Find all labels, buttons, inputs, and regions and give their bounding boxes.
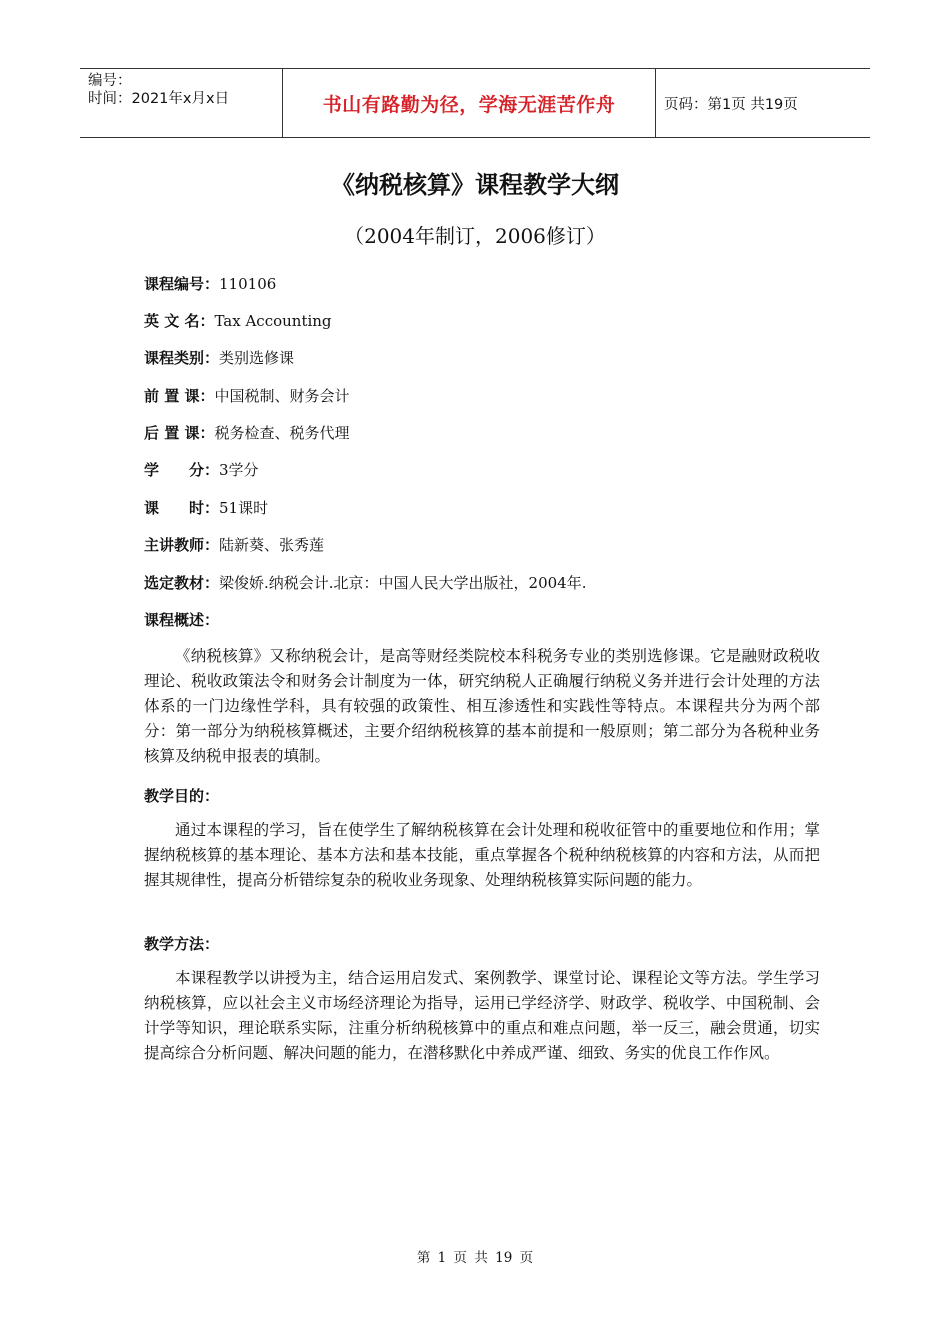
section-heading-overview: 课程概述：: [144, 611, 220, 629]
info-label: 课 时：: [144, 499, 220, 517]
document-subtitle: （2004年制订，2006修订）: [344, 224, 606, 248]
header-meta: [80, 69, 282, 137]
section-text-objective: 通过本课程的学习，旨在使学生了解纳税核算在会计处理和税收征管中的重要地位和作用；掌握纳税核算的基本理论、基本方法和基本技能，重点掌握各个税种纳税核算的内容和方法，从而把握其规律性，提高分析错综复杂的税收业务现象、处理纳税核算实际问题的能力。: [144, 821, 820, 889]
info-hours: [144, 498, 268, 518]
document-title: 《纳税核算》课程教学大纲: [331, 171, 619, 199]
info-textbook: [144, 573, 587, 593]
info-label: 课程类别：: [144, 349, 220, 367]
info-value: 中国税制、财务会计: [214, 387, 350, 405]
info-followup: [144, 423, 349, 443]
page-footer: 第 1 页 共 19 页: [416, 1250, 534, 1266]
info-label: 后 置 课：: [144, 424, 215, 442]
info-label: 选定教材：: [144, 574, 220, 592]
info-value: 梁俊娇.纳税会计.北京：中国人民大学出版社，2004年.: [219, 574, 587, 592]
page-header: [80, 68, 870, 138]
section-heading-method: 教学方法：: [144, 935, 220, 953]
info-value: 税务检查、税务代理: [214, 424, 350, 442]
info-prerequisite: [144, 386, 349, 406]
info-label: 前 置 课：: [144, 387, 215, 405]
info-label: 主讲教师：: [144, 536, 220, 554]
section-text-overview: 《纳税核算》又称纳税会计，是高等财经类院校本科税务专业的类别选修课。它是融财政税收理论、税收政策法令和财务会计制度为一体，研究纳税人正确履行纳税义务并进行会计处理的方法体系的一门边缘性学科，具有较强的政策性、相互渗透性和实践性等特点。本课程共分为两个部分：第一部分为纳税核算概述，主要介绍纳税核算的基本前提和一般原则；第二部分为各税种业务核算及纳税申报表的填制。: [144, 647, 820, 765]
info-instructors: [144, 535, 324, 555]
info-category: [144, 348, 294, 368]
date-label: 时间：2021年x月x日: [88, 91, 230, 107]
info-label: 学 分：: [144, 461, 220, 479]
info-value: 3学分: [219, 461, 259, 479]
info-value: 110106: [219, 275, 277, 293]
info-label: 课程编号：: [144, 275, 220, 293]
header-motto: 书山有路勤为径，学海无涯苦作舟: [282, 69, 656, 137]
info-value: 陆新葵、张秀莲: [219, 536, 325, 554]
header-page-info: 页码：第1页 共19页: [664, 96, 798, 113]
section-heading-objective: 教学目的：: [144, 787, 220, 805]
info-value: Tax Accounting: [214, 312, 332, 330]
info-label: 英 文 名：: [144, 312, 215, 330]
number-label: 编号：: [88, 73, 132, 89]
info-course-code: [144, 274, 276, 294]
info-value: 51课时: [219, 499, 269, 517]
info-value: 类别选修课: [219, 349, 295, 367]
info-english-name: [144, 311, 332, 331]
info-credits: [144, 460, 259, 480]
section-text-method: 本课程教学以讲授为主，结合运用启发式、案例教学、课堂讨论、课程论文等方法。学生学习纳税核算，应以社会主义市场经济理论为指导，运用已学经济学、财政学、税收学、中国税制、会计学等知识，理论联系实际，注重分析纳税核算中的重点和难点问题，举一反三，融会贯通，切实提高综合分析问题、解决问题的能力，在潜移默化中养成严谨、细致、务实的优良工作作风。: [144, 969, 820, 1062]
